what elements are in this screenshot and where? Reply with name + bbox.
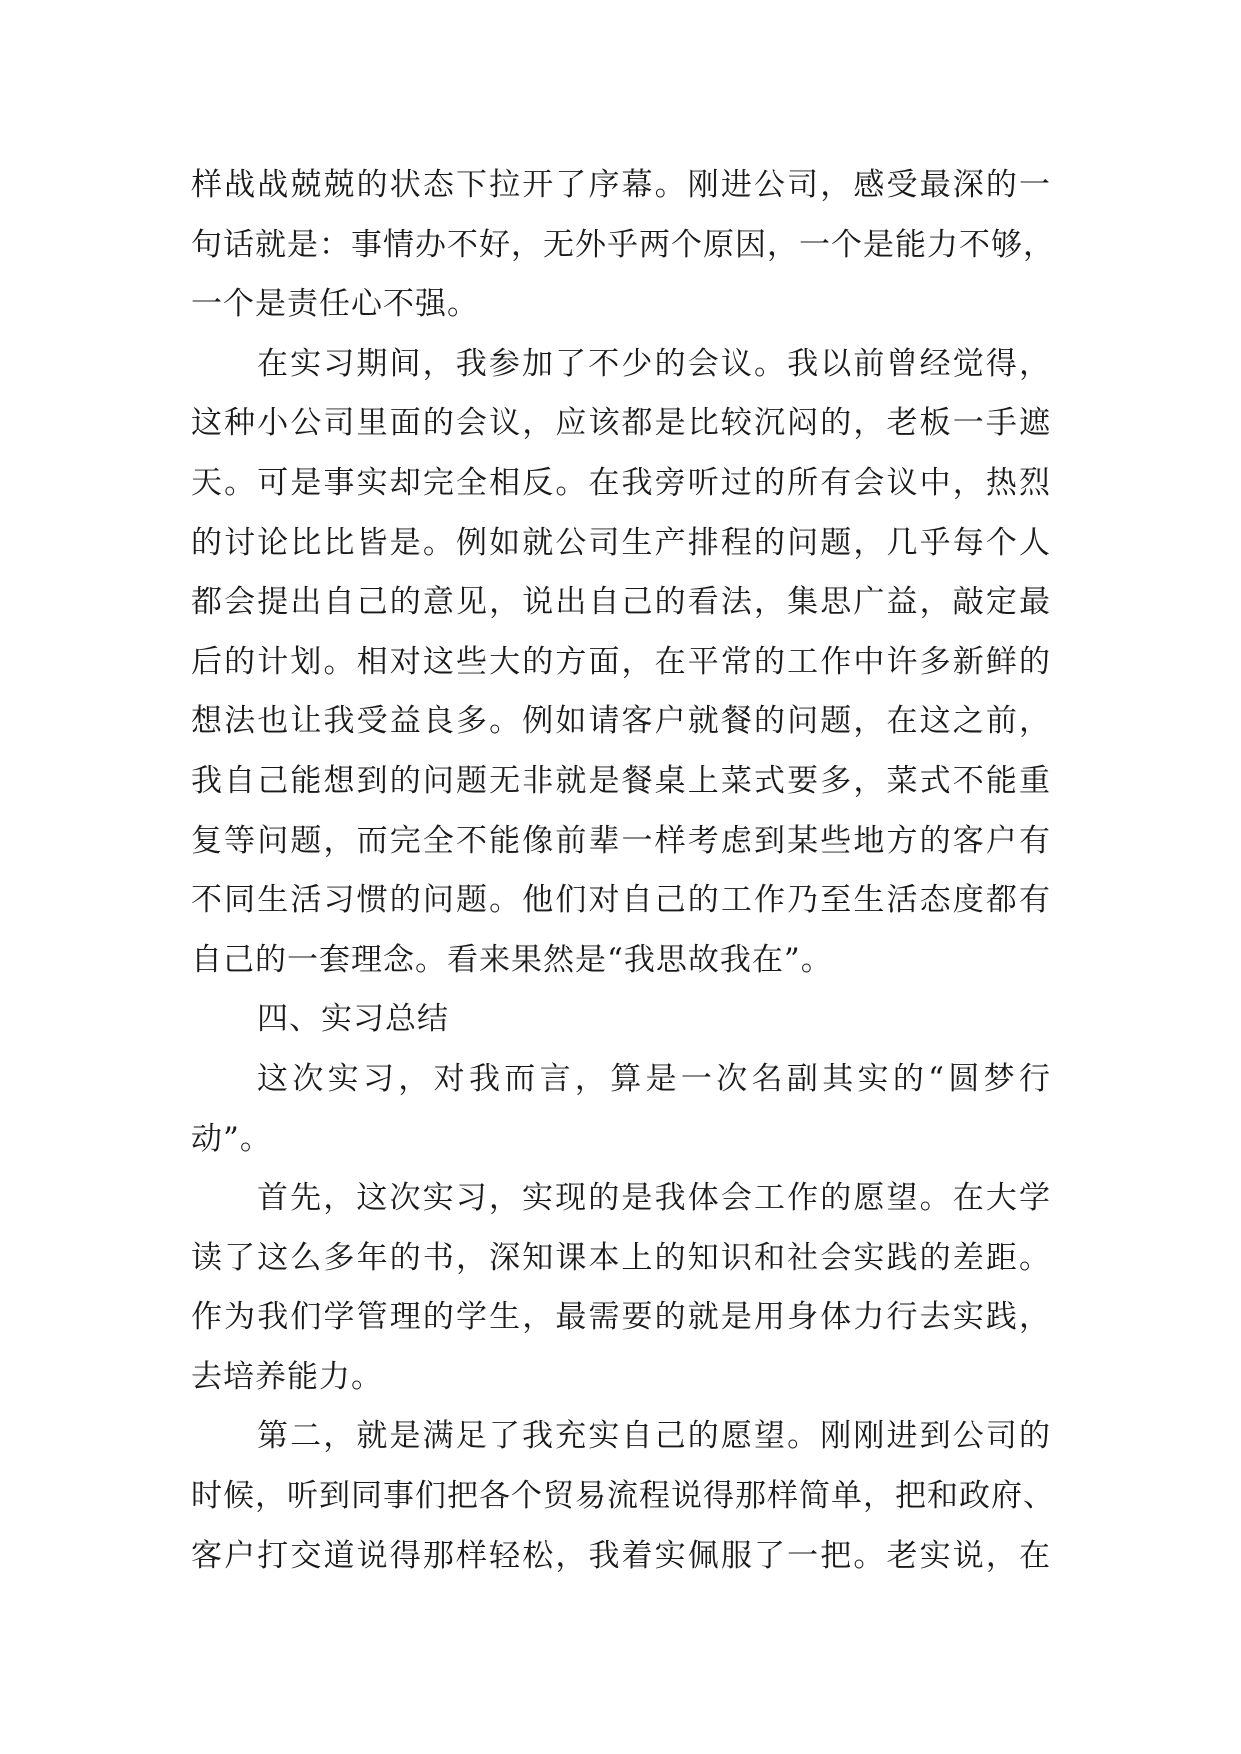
text-line: 一个是责任心不强。 — [191, 286, 479, 323]
text-line: 这次实习，对我而言，算是一次名副其实的“圆梦行 — [257, 1060, 1051, 1097]
text-line: 这种小公司里面的会议，应该都是比较沉闷的，老板一手遮 — [191, 405, 1051, 442]
text-line: 去培养能力。 — [191, 1358, 383, 1395]
text-line: 样战战兢兢的状态下拉开了序幕。刚进公司，感受最深的一 — [191, 167, 1051, 203]
text-line: 时候，听到同事们把各个贸易流程说得那样简单，把和政府、 — [191, 1478, 1055, 1515]
text-line: 天。可是事实却完全相反。在我旁听过的所有会议中，热烈 — [191, 464, 1051, 501]
text-line: 自己的一套理念。看来果然是“我思故我在”。 — [191, 941, 833, 978]
text-line: 后的计划。相对这些大的方面，在平常的工作中许多新鲜的 — [191, 643, 1051, 680]
text-line: 不同生活习惯的问题。他们对自己的工作乃至生活态度都有 — [191, 882, 1051, 919]
text-line: 第二，就是满足了我充实自己的愿望。刚刚进到公司的 — [257, 1418, 1051, 1455]
text-line: 客户打交道说得那样轻松，我着实佩服了一把。老实说，在 — [191, 1537, 1051, 1574]
text-line: 都会提出自己的意见，说出自己的看法，集思广益，敲定最 — [191, 584, 1051, 621]
text-line: 在实习期间，我参加了不少的会议。我以前曾经觉得， — [257, 345, 1051, 382]
text-line: 句话就是：事情办不好，无外乎两个原因，一个是能力不够， — [191, 226, 1055, 263]
text-line: 想法也让我受益良多。例如请客户就餐的问题，在这之前， — [191, 703, 1051, 740]
text-line: 作为我们学管理的学生，最需要的就是用身体力行去实践， — [191, 1299, 1051, 1336]
text-line: 读了这么多年的书，深知课本上的知识和社会实践的差距。 — [191, 1239, 1051, 1276]
text-line: 四、实习总结 — [257, 1001, 449, 1038]
text-line: 动”。 — [191, 1120, 272, 1157]
text-line: 的讨论比比皆是。例如就公司生产排程的问题，几乎每个人 — [191, 524, 1051, 561]
text-line: 复等问题，而完全不能像前辈一样考虑到某些地方的客户有 — [191, 822, 1051, 859]
document-body — [191, 156, 1055, 1586]
text-line: 我自己能想到的问题无非就是餐桌上菜式要多，菜式不能重 — [191, 762, 1051, 799]
text-line: 首先，这次实习，实现的是我体会工作的愿望。在大学 — [257, 1180, 1051, 1217]
